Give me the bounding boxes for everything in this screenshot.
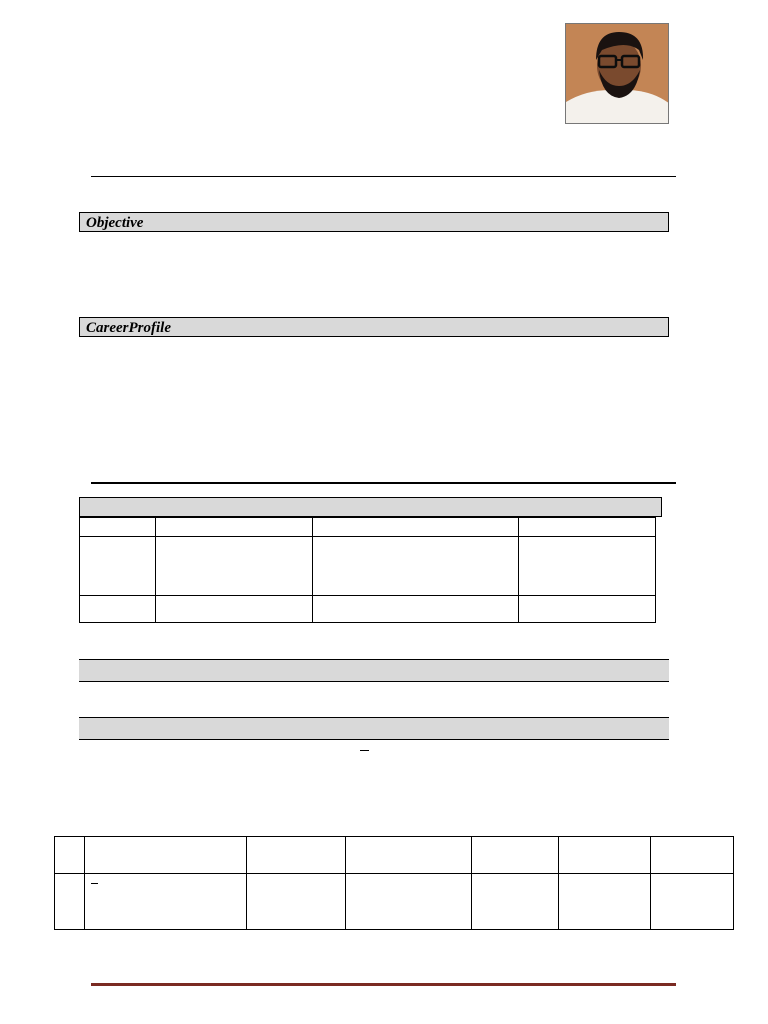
section-bar-empty-2 — [79, 717, 669, 740]
table-cell — [519, 518, 656, 537]
table-row — [55, 874, 734, 930]
table-cell — [313, 518, 519, 537]
footer-divider — [91, 983, 676, 986]
table-cell — [519, 596, 656, 623]
details-table — [54, 836, 734, 930]
table-cell — [472, 837, 559, 874]
table-cell — [346, 874, 472, 930]
section-bar-empty-1 — [79, 659, 669, 682]
table-cell — [247, 874, 346, 930]
table-cell — [519, 537, 656, 596]
table-cell — [559, 837, 651, 874]
profile-photo — [565, 23, 669, 124]
table-cell — [651, 837, 734, 874]
table-cell — [80, 518, 156, 537]
table-cell — [313, 596, 519, 623]
career-profile-heading: CareerProfile — [79, 317, 669, 337]
section-divider — [91, 482, 676, 484]
table-row — [80, 537, 656, 596]
table-cell — [55, 874, 85, 930]
table-cell — [346, 837, 472, 874]
table-cell — [313, 537, 519, 596]
header-divider — [91, 176, 676, 177]
person-photo-icon — [566, 24, 669, 124]
table-row — [80, 518, 656, 537]
qualification-table — [79, 517, 656, 623]
table-cell — [559, 874, 651, 930]
table-cell — [55, 837, 85, 874]
table-row — [80, 596, 656, 623]
table-cell — [85, 874, 247, 930]
table-cell — [472, 874, 559, 930]
table-cell — [85, 837, 247, 874]
dash-mark — [91, 883, 98, 884]
table-cell — [651, 874, 734, 930]
table-cell — [80, 596, 156, 623]
table-cell — [156, 596, 313, 623]
table-cell — [156, 537, 313, 596]
table-cell — [156, 518, 313, 537]
table-cell — [247, 837, 346, 874]
dash-mark — [360, 750, 369, 751]
table-row — [55, 837, 734, 874]
table-heading-bar — [79, 497, 662, 517]
objective-heading: Objective — [79, 212, 669, 232]
table-cell — [80, 537, 156, 596]
